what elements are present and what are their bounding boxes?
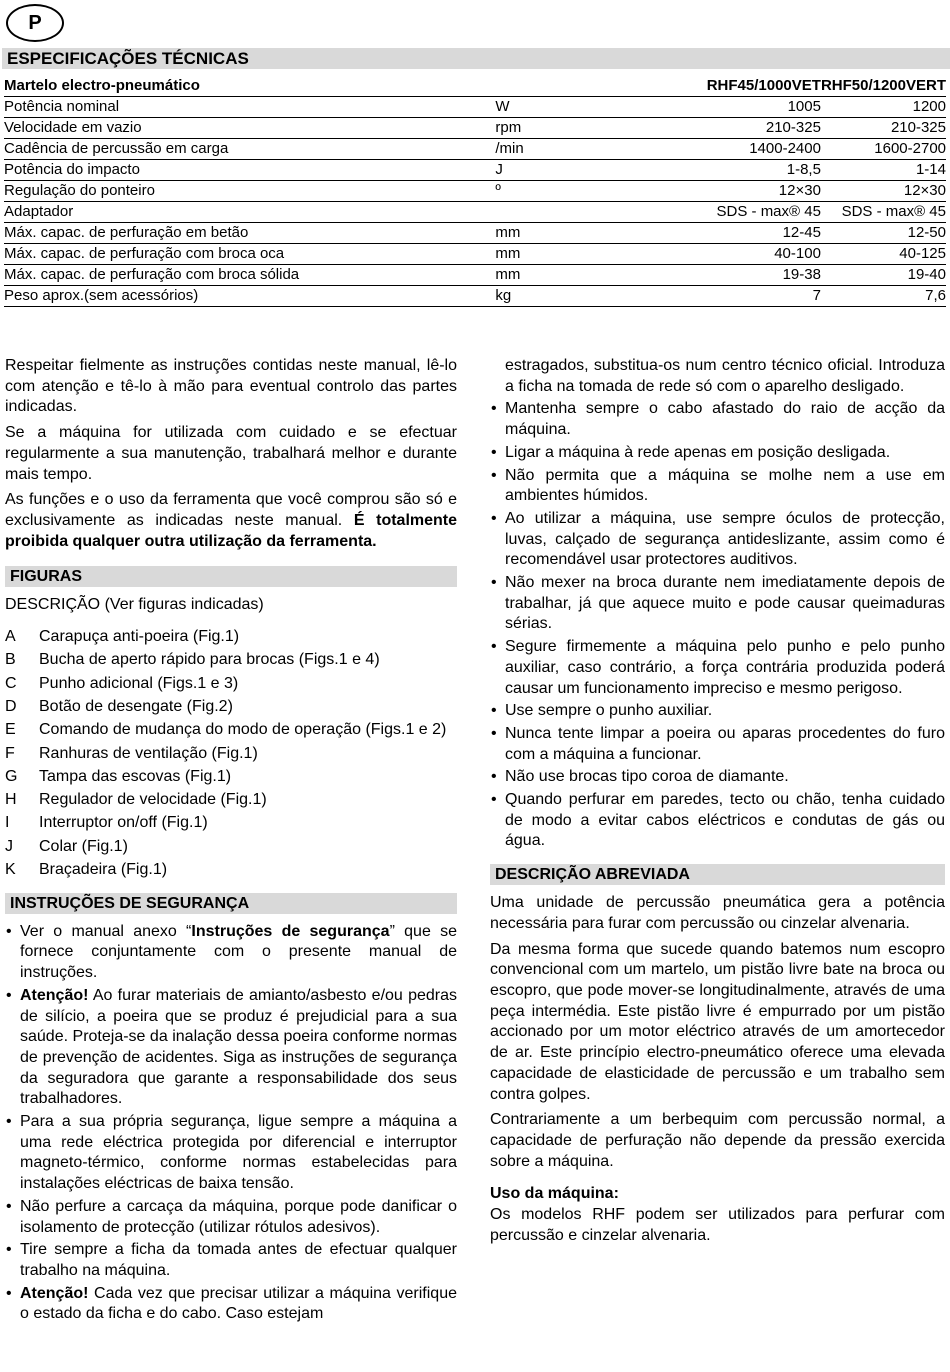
intro-paragraph <box>5 490 457 552</box>
table-cell: 1005 <box>595 97 821 118</box>
safety-bold: Atenção! <box>20 986 89 1004</box>
seguranca-title: INSTRUÇÕES DE SEGURANÇA <box>5 893 457 914</box>
figure-key: J <box>5 837 13 855</box>
figure-key: K <box>5 861 16 878</box>
spec-header-model-2: RHF50/1200VERT <box>821 76 946 97</box>
list-item: • Não permita que a máquina se molhe nem a use em ambientes húmidos. <box>490 466 945 507</box>
table-row <box>4 181 946 202</box>
list-item: • Tire sempre a ficha da tomada antes de efectuar qualquer trabalho na máquina. <box>5 1240 457 1281</box>
table-row <box>4 286 946 307</box>
uso-text: Os modelos RHF podem ser utilizados para perfurar com percussão e cinzelar alvenaria. <box>490 1206 945 1244</box>
table-cell: mm <box>495 265 595 286</box>
list-item <box>5 986 457 1110</box>
left-column <box>5 356 457 1327</box>
list-item <box>5 813 457 834</box>
table-cell: kg <box>495 286 595 307</box>
safety-text: Ao furar materiais de amianto/asbesto e/ou pedras de silício, a poeira que se produz é prejudicial para a sua saúde. Proteja-se da inalação dessa poeira conforme normas de prevenção de acidentes. Siga as instruções de segurança da seguradora que garante a responsabilidade dos seus trabalhadores. <box>20 986 457 1108</box>
figure-key: E <box>5 721 16 739</box>
list-item: • Segure firmemente a máquina pelo punho e pelo punho auxiliar, caso contrário, a força contrária produzida poderá causar um funcionamento impreciso e mesmo perigoso. <box>490 637 945 699</box>
safety-bold: Instruções de segurança <box>191 922 390 940</box>
figure-description: Botão de desengate (Fig.2) <box>39 697 233 715</box>
table-cell: rpm <box>495 118 595 139</box>
table-cell: 19-40 <box>821 265 946 286</box>
intro-paragraph: Respeitar fielmente as instruções contidas neste manual, lê-lo com atenção e tê-lo à mão para eventual controlo das partes indicadas. <box>5 357 457 416</box>
spec-header-row <box>4 76 946 97</box>
list-item: • Mantenha sempre o cabo afastado do raio de acção da máquina. <box>490 399 945 440</box>
list-item <box>5 697 457 718</box>
figure-key: A <box>5 628 16 646</box>
table-cell: Potência do impacto <box>4 160 495 181</box>
table-cell: /min <box>495 139 595 160</box>
intro-text: As funções e o uso da ferramenta que você comprou são só e exclusivamente as indicadas neste manual. <box>5 491 457 529</box>
figure-description: Ranhuras de ventilação (Fig.1) <box>39 744 258 762</box>
list-item <box>5 767 457 788</box>
figuras-title: FIGURAS <box>5 566 457 587</box>
right-column <box>490 356 945 1246</box>
table-cell: mm <box>495 223 595 244</box>
list-item: • Quando perfurar em paredes, tecto ou chão, tenha cuidado de modo a evitar cabos eléctricos e condutas de gás ou água. <box>490 790 945 852</box>
figure-key: C <box>5 674 17 692</box>
list-item <box>5 650 457 671</box>
safety-list <box>5 922 457 1325</box>
table-cell: Cadência de percussão em carga <box>4 139 495 160</box>
table-cell: 7,6 <box>821 286 946 307</box>
table-cell: Máx. capac. de perfuração em betão <box>4 223 495 244</box>
safety-text: Ver o manual anexo “ <box>20 922 192 940</box>
figure-description: Braçadeira (Fig.1) <box>39 861 168 878</box>
table-cell: Regulação do ponteiro <box>4 181 495 202</box>
table-cell: 40-125 <box>821 244 946 265</box>
table-cell: 40-100 <box>595 244 821 265</box>
table-cell: º <box>495 181 595 202</box>
figure-description: Punho adicional (Figs.1 e 3) <box>39 674 239 692</box>
table-cell: 12×30 <box>595 181 821 202</box>
table-row <box>4 160 946 181</box>
list-item: • Não mexer na broca durante nem imediatamente depois de trabalhar, já que aquece muito e pode causar queimaduras sérias. <box>490 573 945 635</box>
list-item <box>5 790 457 811</box>
uso-title-text: Uso da máquina: <box>490 1185 619 1203</box>
table-cell: 1-14 <box>821 160 946 181</box>
table-cell: 1200 <box>821 97 946 118</box>
spec-header-cell: Martelo electro-pneumático <box>4 76 495 97</box>
table-row <box>4 97 946 118</box>
table-cell: Máx. capac. de perfuração com broca sólida <box>4 265 495 286</box>
list-item <box>5 1284 457 1325</box>
abreviada-paragraph: Contrariamente a um berbequim com percussão normal, a capacidade de perfuração não depende da pressão exercida sobre a máquina. <box>490 1111 945 1170</box>
table-cell: 19-38 <box>595 265 821 286</box>
figure-key: H <box>5 791 17 809</box>
figure-description: Regulador de velocidade (Fig.1) <box>39 791 267 809</box>
table-cell: SDS - max® 45 <box>595 202 821 223</box>
figure-description: Carapuça anti-poeira (Fig.1) <box>39 628 240 646</box>
table-cell: SDS - max® 45 <box>821 202 946 223</box>
table-cell: Peso aprox.(sem acessórios) <box>4 286 495 307</box>
safety-list-continued <box>490 399 945 852</box>
table-cell: W <box>495 97 595 118</box>
table-cell: J <box>495 160 595 181</box>
intro-paragraph: Se a máquina for utilizada com cuidado e se efectuar regularmente a sua manutenção, trabalhará melhor e durante mais tempo. <box>5 424 457 483</box>
table-row <box>4 118 946 139</box>
list-item <box>5 627 457 648</box>
table-row <box>4 202 946 223</box>
spec-header-cell <box>495 76 595 97</box>
abreviada-paragraph: Da mesma forma que sucede quando batemos num escopro convencional com um martelo, um pistão livre bate na broca ou escopro, que pode mover-se longitudinalmente, através de uma peça intermédia. Este pistão livre é empurrado por um pistão accionado por um motor eléctrico através de um amortecedor de ar. Este princípio electro-pneumático oferece uma elevada capacidade de elasticidade de percussão e um trabalho sem contra golpes. <box>490 940 945 1103</box>
figure-key: F <box>5 744 15 762</box>
list-item <box>5 744 457 765</box>
table-cell: 12×30 <box>821 181 946 202</box>
figure-key: G <box>5 767 18 785</box>
list-item: • Não use brocas tipo coroa de diamante. <box>490 767 945 788</box>
table-cell: Adaptador <box>4 202 495 223</box>
table-cell: Velocidade em vazio <box>4 118 495 139</box>
safety-bold: Atenção! <box>20 1284 89 1302</box>
table-cell <box>495 202 595 223</box>
list-item <box>5 860 457 881</box>
list-item: • Ao utilizar a máquina, use sempre óculos de protecção, luvas, calçado de segurança antideslizante, assim como é recomendável usar protectores auditivos. <box>490 509 945 571</box>
figure-description: Bucha de aperto rápido para brocas (Figs.1 e 4) <box>39 651 380 669</box>
list-item <box>5 674 457 695</box>
list-item <box>5 922 457 984</box>
table-row <box>4 223 946 244</box>
table-cell: 210-325 <box>595 118 821 139</box>
uso-title <box>490 1184 945 1205</box>
list-item <box>5 720 457 741</box>
spec-header-model-1: RHF45/1000VET <box>595 76 821 97</box>
safety-text: Cada vez que precisar utilizar a máquina verifique o estado da ficha e do cabo. Caso estejam <box>20 1284 457 1323</box>
list-item: • Nunca tente limpar a poeira ou aparas procedentes do furo com a máquina a funcionar. <box>490 724 945 765</box>
table-cell: 1600-2700 <box>821 139 946 160</box>
table-cell: 12-45 <box>595 223 821 244</box>
table-row <box>4 139 946 160</box>
table-cell: 1400-2400 <box>595 139 821 160</box>
figure-key: I <box>5 814 10 832</box>
table-row <box>4 265 946 286</box>
figure-key: B <box>5 651 16 669</box>
list-item: • Use sempre o punho auxiliar. <box>490 701 945 722</box>
figure-description: Comando de mudança do modo de operação (Figs.1 e 2) <box>39 721 447 739</box>
intro-warning-bold: É totalmente proibida qualquer outra utilização da ferramenta. <box>5 511 458 550</box>
figure-key: D <box>5 697 17 715</box>
safety-continuation: estragados, substitua-os num centro técnico oficial. Introduza a ficha na tomada de rede só com o aparelho desligado. <box>505 357 945 395</box>
spec-title: ESPECIFICAÇÕES TÉCNICAS <box>2 48 950 69</box>
list-item: • Não perfure a carcaça da máquina, porque pode danificar o isolamento de protecção (utilizar rótulos adesivos). <box>5 1197 457 1238</box>
safety-text: ” que se fornece conjuntamente com o presente manual de instruções. <box>20 922 458 982</box>
table-cell: 210-325 <box>821 118 946 139</box>
figuras-subtitle: DESCRIÇÃO (Ver figuras indicadas) <box>5 596 264 614</box>
abreviada-paragraph: Uma unidade de percussão pneumática gera a potência necessária para furar com percussão ou cinzelar alvenaria. <box>490 894 945 932</box>
spec-table <box>4 76 946 307</box>
table-row <box>4 244 946 265</box>
figure-description: Colar (Fig.1) <box>39 837 128 855</box>
table-cell: 1-8,5 <box>595 160 821 181</box>
table-cell: Máx. capac. de perfuração com broca oca <box>4 244 495 265</box>
list-item: • Ligar a máquina à rede apenas em posição desligada. <box>490 443 945 464</box>
abreviada-title: DESCRIÇÃO ABREVIADA <box>490 864 945 885</box>
table-cell: 12-50 <box>821 223 946 244</box>
table-cell: mm <box>495 244 595 265</box>
figure-description: Interruptor on/off (Fig.1) <box>39 814 208 832</box>
language-badge: P <box>6 4 64 42</box>
table-cell: 7 <box>595 286 821 307</box>
figure-description: Tampa das escovas (Fig.1) <box>39 767 232 785</box>
list-item <box>5 837 457 858</box>
table-cell: Potência nominal <box>4 97 495 118</box>
figure-list <box>5 627 457 881</box>
list-item: • Para a sua própria segurança, ligue sempre a máquina a uma rede eléctrica protegida por diferencial e interruptor magneto-térmico, conforme normas estabelecidas para instalações eléctricas de baixa tensão. <box>5 1112 457 1195</box>
